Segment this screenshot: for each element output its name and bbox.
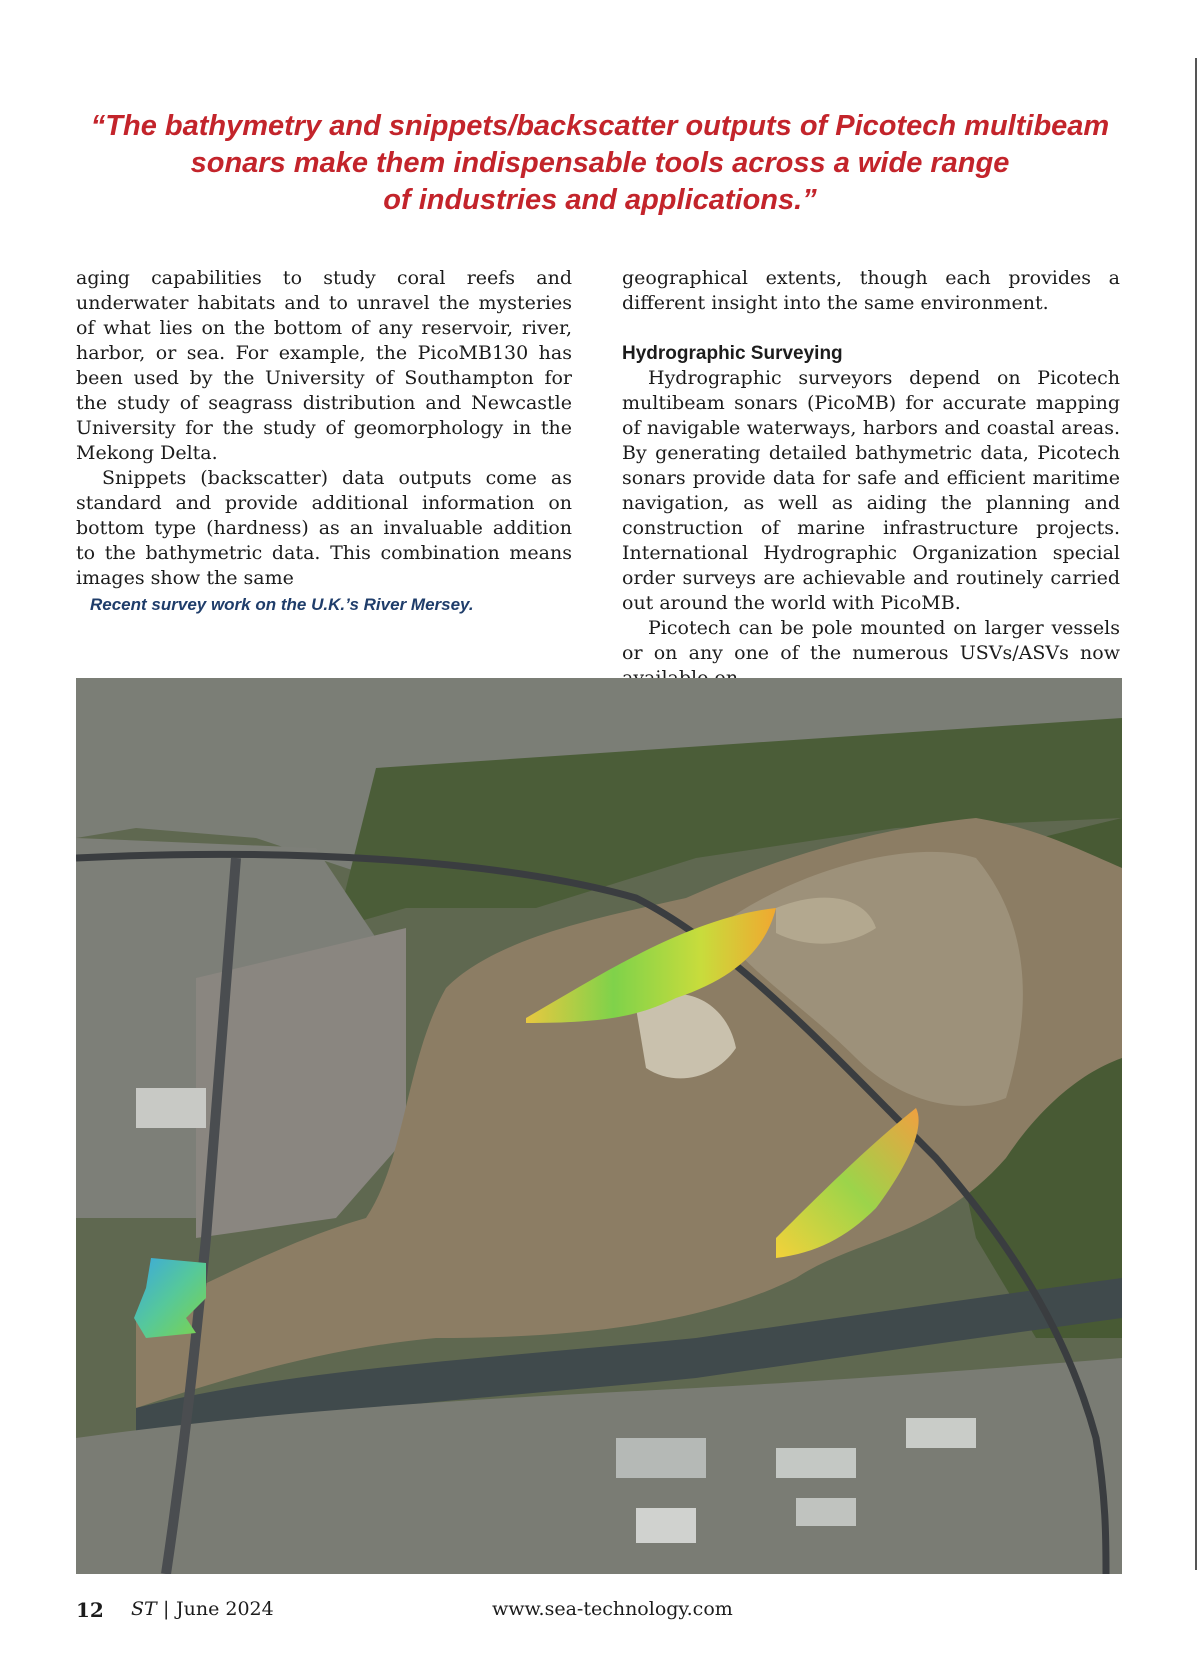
pull-quote-line: of industries and applications.” [383,184,817,216]
right-column [622,266,1120,691]
left-column [76,266,572,591]
figure-caption: Recent survey work on the U.K.’s River Mersey. [90,595,474,614]
body-paragraph: aging capabilities to study coral reefs and underwater habitats and to unravel the mysteries of what lies on the bottom of any reservoir, river, harbor, or sea. For example, the PicoMB130 has been used by the University of Southampton for the study of seagrass distribution and Newcastle University for the study of geomorphology in the Mekong Delta. [76,267,572,464]
footer-separator: | [163,1598,170,1620]
industrial-building [636,1508,696,1543]
page-footer [0,1598,1200,1628]
pull-quote-line: sonars make them indispensable tools across a wide range [190,147,1010,179]
body-paragraph: Hydrographic surveyors depend on Picotech multibeam sonars (PicoMB) for accurate mapping of navigable waterways, harbors and coastal areas. By generating detailed bathymetric data, Picotech sonars provide data for safe and efficient maritime navigation, as well as aiding the planning and construction of marine infrastructure projects. International Hydrographic Organization special order surveys are achievable and routinely carried out around the world with PicoMB. [622,367,1120,614]
section-heading: Hydrographic Surveying [622,343,843,364]
body-paragraph: Picotech can be pole mounted on larger vessels or on any one of the numerous USVs/ASVs now [622,617,1120,664]
publication-name: ST [131,1598,157,1620]
issue-date: June 2024 [176,1598,274,1620]
industrial-building [616,1438,706,1478]
body-paragraph: geographical extents, though each provides a different insight into the same environment. [622,267,1120,314]
industrial-building [906,1418,976,1448]
website-url: www.sea-technology.com [492,1598,733,1620]
industrial-building [776,1448,856,1478]
pull-quote-line: “The bathymetry and snippets/backscatter outputs of Picotech multibeam [90,110,1110,142]
industrial-building [796,1498,856,1526]
page-number: 12 [76,1598,104,1622]
aerial-survey-photo [76,678,1122,1574]
pull-quote [80,108,1120,219]
industrial-building [136,1088,206,1128]
body-paragraph: Snippets (backscatter) data outputs come as standard and provide additional information on bottom type (hardness) as an invaluable addition to the bathymetric data. This combination means images show the same [76,467,572,589]
page-edge-rule [1195,58,1197,1570]
